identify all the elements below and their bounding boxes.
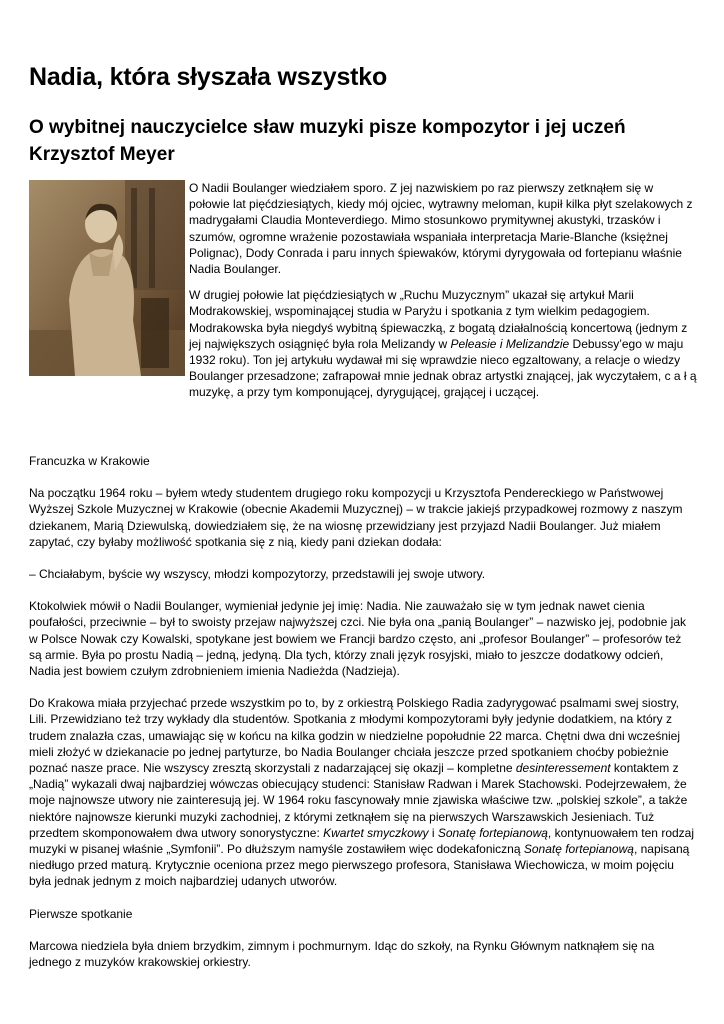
paragraph-4: – Chciałabym, byście wy wszyscy, młodzi kompozytorzy, przedstawili jej swoje utwory. (29, 567, 486, 582)
photo-spacer (29, 180, 189, 392)
article-subtitle: O wybitnej nauczycielce sław muzyki pisze kompozytor i jej uczeń Krzysztof Meyer (29, 117, 626, 165)
intro-paragraph-1: O Nadii Boulanger wiedziałem sporo. Z jej nazwiskiem po raz pierwszy zetknąłem się w połowie lat pięćdziesiątych, kiedy mój ojciec, wytrawny meloman, kupił kilka płyt szelakowych z madrygałami Claudia Monteverdiego. Mimo stosunkowo prymitywnej akustyki, trzasków i szumów, ogromne wrażenie pozostawiała wspaniała interpretacja Marie-Blanche (księżnej Polignac), Dody Conrada i paru innych śpiewaków, którymi dyrygowała od fortepianu właśnie Nadia Boulanger. (189, 181, 693, 277)
paragraph-5: Ktokolwiek mówił o Nadii Boulanger, wymieniał jedynie jej imię: Nadia. Nie zauważało się w tym jednak nawet cienia poufałości, przeciwnie – był to swoisty przejaw najwyższej czci. Nie była ona „panią Boulanger” – nazwisko jej, podobnie jak w Polsce Nowak czy Kowalski, spotykane jest bowiem we Francji bardzo często, ani „profesor Boulanger” – profesorów też są armie. Była po prostu Nadią – jedną, jedyną. Dla tych, którzy znali język rosyjski, miało to jeszcze dodatkowy odcień, Nadia jest bowiem czułym zdrobnieniem imienia Nadieżda (Nadzieja). (29, 599, 686, 679)
section-heading-first-meeting: Pierwsze spotkanie (29, 906, 133, 921)
intro-paragraph-2: W drugiej połowie lat pięćdziesiątych w „Ruchu Muzycznym” ukazał się artykuł Marii Modrakowskiej, wspominającej studia w Paryżu i spotkania z tym wielkim pedagogiem. Modrakowska była niegdyś wybitną śpiewaczką, z bogatą działalnością koncertową (jednym z jej największych osiągnięć była rola Melizandy w Peleasie i Melizandzie Debussy’ego w maju 1932 roku). Ton jej artykułu wydawał mi się wprawdzie nieco egzaltowany, a relacje o wiedzy Boulanger przesadzone; zafrapował mnie jednak obraz artystki znającej, jak wyczytałem, c a ł ą muzykę, a przy tym komponującej, dyrygującej, grającej i uczącej. (189, 288, 697, 400)
paragraph-7: Marcowa niedziela była dniem brzydkim, zimnym i pochmurnym. Idąc do szkoły, na Rynku Głównym natknąłem się na jednego z muzyków krakowskiej orkiestry. (29, 938, 655, 970)
paragraph-3: Na początku 1964 roku – byłem wtedy studentem drugiego roku kompozycji u Krzysztofa Pendereckiego w Państwowej Wyższej Szkole Muzycznej w Krakowie (obecnie Akademii Muzycznej) – w trakcie jakiejś przypadkowej rozmowy z naszym dziekanem, Marią Dziewulską, dowiedziałem się, że na wiosnę przewidziany jest przyjazd Nadii Boulanger. Już miałem zapytać, czy byłaby możliwość spotkania się z nią, kiedy pani dziekan dodała: (29, 486, 683, 549)
article-body (29, 453, 697, 986)
article-title: Nadia, która słyszała wszystko (29, 63, 388, 91)
section-heading-krakow: Francuzka w Krakowie (29, 454, 150, 468)
paragraph-6: Do Krakowa miała przyjechać przede wszystkim po to, by z orkiestrą Polskiego Radia zadyrygować psalmami swej siostry, Lili. Przewidziano też trzy wykłady dla studentów. Spotkania z młodymi kompozytorami były jedynie dodatkiem, na który z trudem znalazła czas, umawiając się w końcu na kilka godzin w niedzielne popołudnie 22 marca. Chętni dwa dni wcześniej mieli złożyć w dziekanacie po jednej partyturze, bo Nadia Boulanger chciała jeszcze przed spotkaniem choćby pobieżnie poznać nasze prace. Nie wszyscy zresztą skorzystali z nadarzającej się okazji – kompletne desinteressement kontaktem z „Nadią” wykazali dwaj najbardziej wówczas obiecujący studenci: Stanisław Radwan i Marek Stachowski. Podejrzewałem, że moje najnowsze utwory nie zainteresują jej. W 1964 roku fascynowały mnie zjawiska właściwe tzw. „polskiej szkole”, a także niektóre najnowsze kierunki muzyki zachodniej, z którymi zetknąłem się na pierwszych Warszawskich Jesieniach. Tuż przedtem skomponowałem dwa utwory sonorystyczne: Kwartet smyczkowy i Sonatę fortepianową, kontynuowałem ten rodzaj muzyki w pisanej właśnie „Symfonii”. Po dłuższym namyśle zostawiłem więc dodekafoniczną Sonatę fortepianową, napisaną niedługo przed maturą. Krytycznie oceniona przez mego pierwszego profesora, Stanisława Wiechowicza, w moim pojęciu była jednak jednym z moich najbardziej udanych utworów. (29, 696, 695, 889)
intro-text (29, 180, 697, 401)
